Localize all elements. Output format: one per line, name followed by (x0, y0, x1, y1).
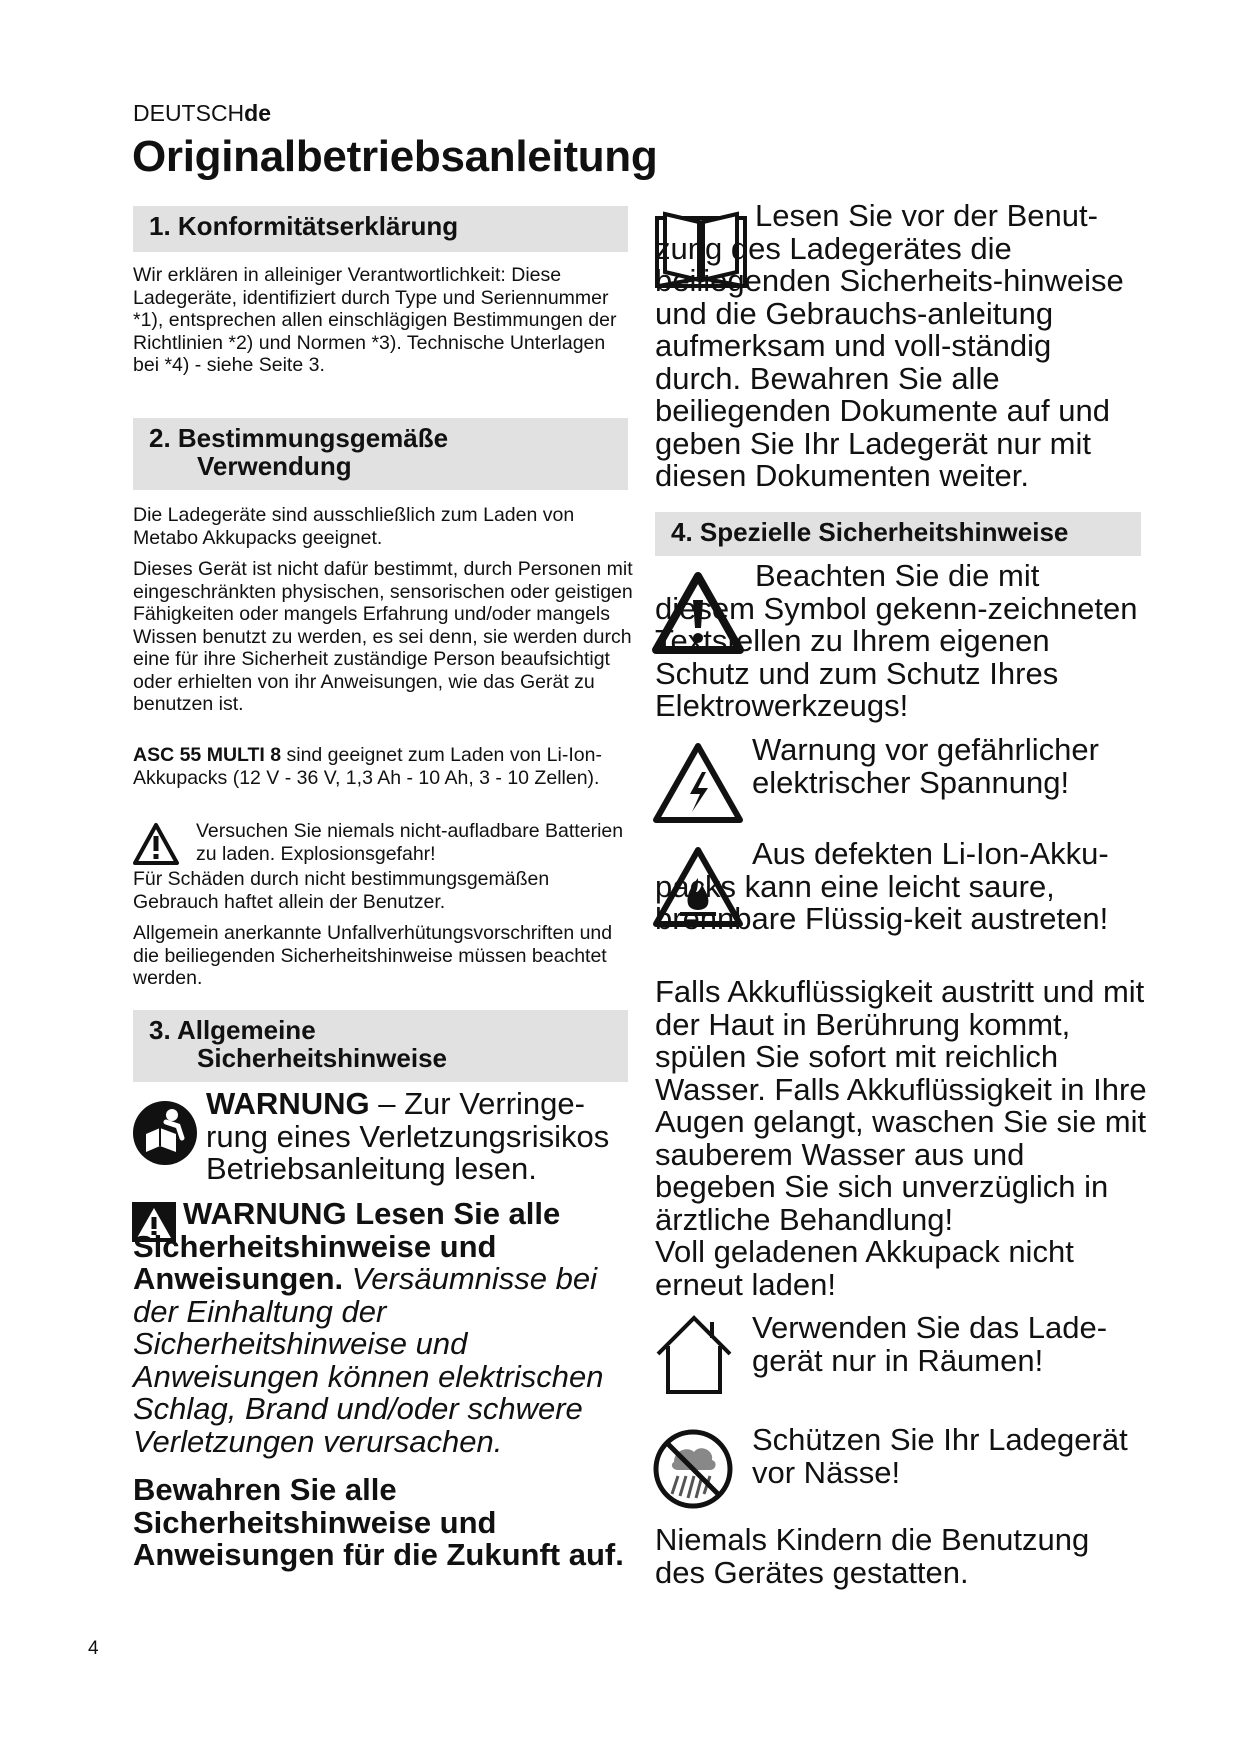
page-title: Originalbetriebsanleitung (132, 132, 658, 181)
voltage-warning: Warnung vor gefährlicher elektrischer Spannung! (752, 732, 1099, 800)
section-2-warning: Versuchen Sie niemals nicht-aufladbare Batterien zu laden. Explosionsgefahr! (196, 820, 624, 865)
warning-read-manual: WARNUNG – Zur Verringe-rung eines Verletzungsrisikos Betriebsanleitung lesen. (206, 1086, 610, 1186)
language-label: DEUTSCHde (133, 100, 272, 126)
warning-read-all: WARNUNG Lesen Sie alle Sicherheitshinweise und Anweisungen. Versäumnisse bei der Einhaltung der Sicherheitshinweise und Anweisungen können elektrischen Schlag, Brand und/oder schwere Verletzungen verursachen. (133, 1196, 604, 1459)
section-2-para-3: ASC 55 MULTI 8 sind geeignet zum Laden von Li-Ion-Akkupacks (12 V - 36 V, 1,3 Ah - 10 Ah, 3 - 10 Zellen). (133, 744, 602, 789)
no-rain-icon (652, 1428, 734, 1510)
liquid-warning: Aus defekten Li-Ion-Akku-packs kann eine leicht saure, brennbare Flüssig-keit austreten! (655, 836, 1109, 936)
section-2-para-5: Allgemein anerkannte Unfallverhütungsvorschriften und die beiliegenden Sicherheitshinweise müssen beachtet werden. (133, 922, 613, 989)
indoor-use-note: Verwenden Sie das Lade-gerät nur in Räumen! (752, 1310, 1108, 1378)
page-number: 4 (88, 1638, 99, 1659)
no-recharge-note: Voll geladenen Akkupack nicht erneut laden! (655, 1234, 1074, 1302)
section-4-heading: 4. Spezielle Sicherheitshinweise (655, 512, 1141, 556)
section-2-para-4: Für Schäden durch nicht bestimmungsgemäßen Gebrauch haftet allein der Benutzer. (133, 868, 550, 913)
electric-voltage-icon (652, 742, 744, 824)
section-2-heading: 2. Bestimmungsgemäße Verwendung (133, 418, 628, 490)
warning-triangle-icon (132, 822, 180, 866)
section-1-heading: 1. Konformitätserklärung (133, 206, 628, 252)
protect-from-moisture-note: Schützen Sie Ihr Ladegerät vor Nässe! (752, 1422, 1128, 1490)
children-note: Niemals Kindern die Benutzung des Gerätes gestatten. (655, 1522, 1090, 1590)
read-instructions-note: Lesen Sie vor der Benut-zung des Ladegerätes die beiliegenden Sicherheits-hinweise und die Gebrauchs-anleitung aufmerksam und voll-ständig durch. Bewahren Sie alle beiliegenden Dokumente auf und geben Sie Ihr Ladegerät nur mit diesen Dokumenten weiter. (655, 198, 1124, 493)
section-3-heading: 3. Allgemeine Sicherheitshinweise (133, 1010, 628, 1082)
indoor-house-icon (652, 1312, 736, 1396)
section-1-text: Wir erklären in alleiniger Verantwortlichkeit: Diese Ladegeräte, identifiziert durch Type und Seriennummer *1), entsprechen allen einschlägigen Bestimmungen der Richtlinien *2) und Normen *3). Technische Unterlagen bei *4) - siehe Seite 3. (133, 264, 617, 376)
symbol-note: Beachten Sie die mit diesem Symbol gekenn-zeichneten Textstellen zu Ihrem eigenen Schutz und zum Schutz Ihres Elektrowerkzeugs! (655, 558, 1138, 723)
read-manual-icon (132, 1100, 198, 1166)
section-2-para-2: Dieses Gerät ist nicht dafür bestimmt, durch Personen mit eingeschränkten physischen, sensorischen oder geistigen Fähigkeiten oder mangels Erfahrung und/oder mangels Wissen benutzt zu werden, es sei denn, sie werden durch eine für ihre Sicherheit zuständige Person beaufsichtigt oder erhielten von ihr Anweisungen, wie das Gerät zu benutzen ist. (133, 558, 633, 715)
liquid-contact-instructions: Falls Akkuflüssigkeit austritt und mit der Haut in Berührung kommt, spülen Sie sofort mit reichlich Wasser. Falls Akkuflüssigkeit in Ihre Augen gelangt, waschen Sie sie mit sauberem Wasser aus und begeben Sie sich unverzüglich in ärztliche Behandlung! (655, 974, 1147, 1237)
keep-instructions-note: Bewahren Sie alle Sicherheitshinweise und Anweisungen für die Zukunft auf. (133, 1472, 624, 1572)
section-2-para-1: Die Ladegeräte sind ausschließlich zum Laden von Metabo Akkupacks geeignet. (133, 504, 575, 549)
